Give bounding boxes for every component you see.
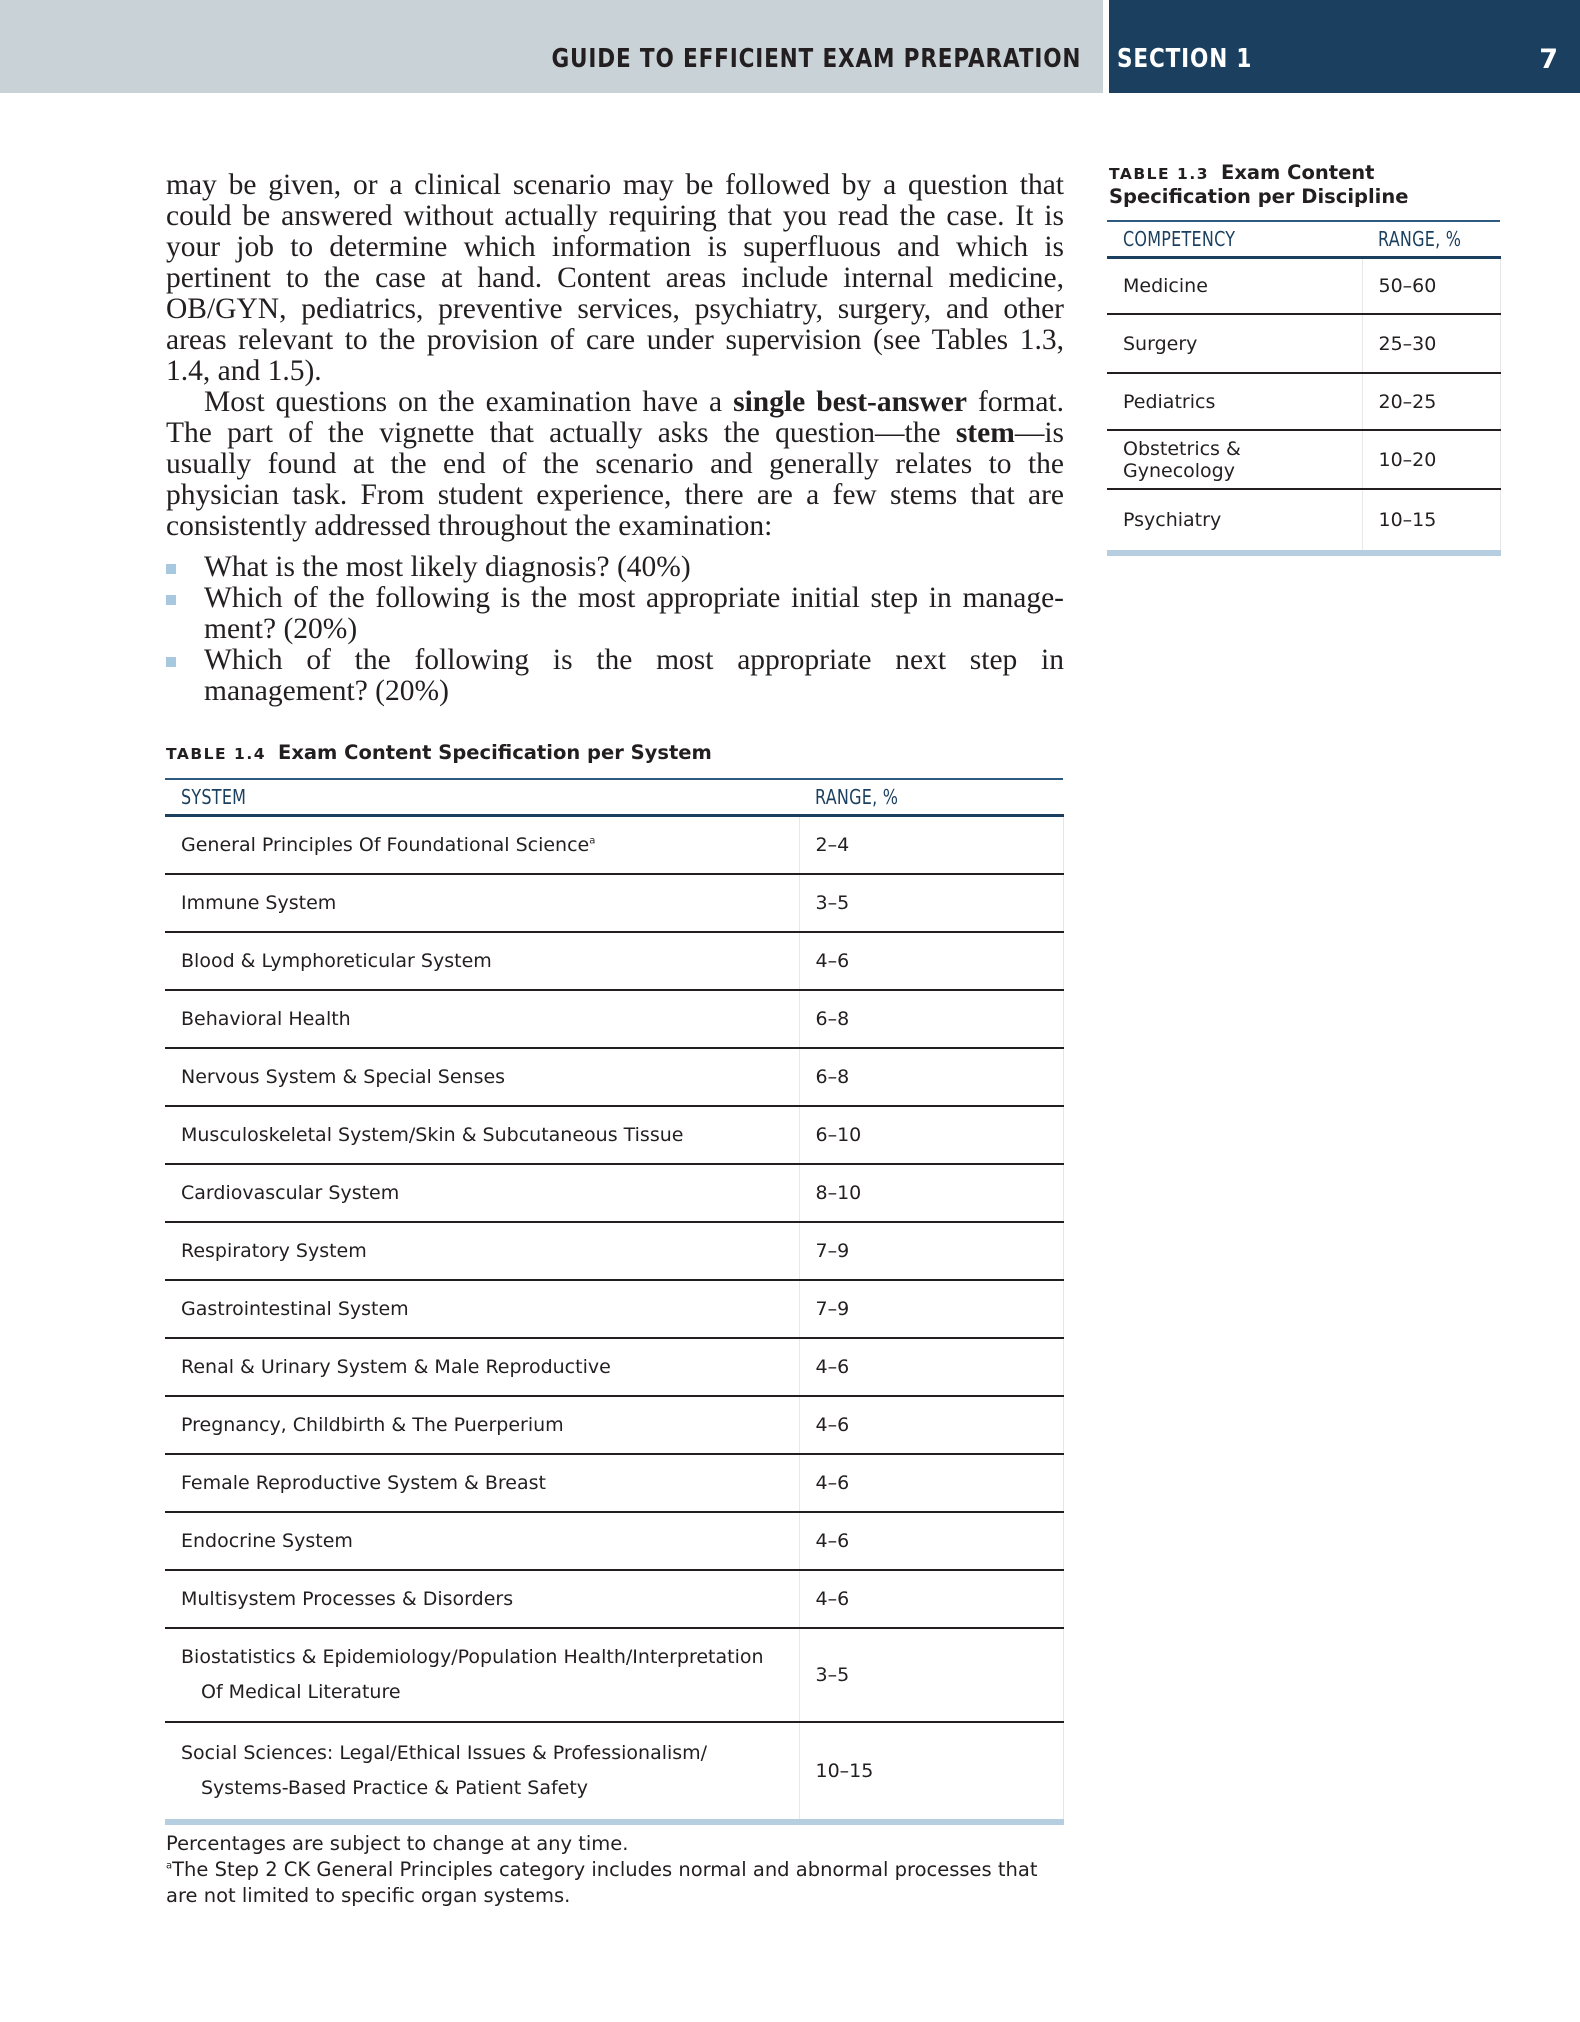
running-header-title: GUIDE TO EFFICIENT EXAM PREPARATION: [551, 44, 1081, 74]
table-row: Psychiatry 10–15: [1107, 489, 1500, 553]
running-header-band: [0, 0, 1103, 93]
table-row: Pediatrics 20–25: [1107, 373, 1500, 430]
body-text: [166, 170, 1064, 707]
table-row: Blood & Lymphoreticular System 4–6: [165, 932, 1063, 990]
table-1-3-title: Exam Content Specification per Discipline: [1109, 161, 1409, 208]
column-header-system: SYSTEM: [165, 779, 799, 815]
list-item: What is the most likely diagnosis? (40%): [166, 552, 1064, 583]
table-row: Multisystem Processes & Disorders 4–6: [165, 1570, 1063, 1628]
table-1-3: [1107, 220, 1501, 556]
table-row: Gastrointestinal System 7–9: [165, 1280, 1063, 1338]
table-row: Pregnancy, Childbirth & The Puerperium 4–6: [165, 1396, 1063, 1454]
table-1-4-caption: TABLE 1.4 Exam Content Specification per System: [166, 741, 712, 764]
term-single-best-answer: single best-answer: [733, 386, 967, 418]
column-header-competency: COMPETENCY: [1107, 221, 1362, 257]
table-row: Cardiovascular System 8–10: [165, 1164, 1063, 1222]
bullet-square-icon: [166, 595, 176, 605]
list-item: Which of the following is the most appropriate initial step in management? (20%): [166, 583, 1064, 645]
footnote-a: $^a$The Step 2 CK General Principles category includes normal and abnormal processes that are not limited to specific organ systems.: [166, 1858, 1038, 1907]
table-row: Respiratory System 7–9: [165, 1222, 1063, 1280]
column-header-range: RANGE, %: [799, 779, 1063, 815]
note-percentages: Percentages are subject to change at any time.: [166, 1832, 629, 1855]
table-header-row: [1107, 221, 1500, 257]
term-stem: stem: [955, 417, 1015, 449]
paragraph-2: Most questions on the examination have a single best-answer format. The part of the vignette that actually asks the question—the stem—is usually found at the end of the scenario and generally relates to the physician task. From student experience, there are a few stems that are consistently addressed throughout the examination:: [166, 386, 1064, 542]
table-header-row: [165, 779, 1063, 815]
table-row: Surgery 25–30: [1107, 314, 1500, 373]
table-row: Behavioral Health 6–8: [165, 990, 1063, 1048]
table-1-4-title: Exam Content Specification per System: [278, 741, 712, 764]
bullet-square-icon: [166, 657, 176, 667]
table-row: Renal & Urinary System & Male Reproductive 4–6: [165, 1338, 1063, 1396]
paragraph-1: may be given, or a clinical scenario may be followed by a question that could be answered without actually requiring that you read the case. It is your job to determine which information is superfluous and which is pertinent to the case at hand. Content areas include internal medicine, OB/GYN, pediatrics, preventive services, psychiatry, surgery, and other areas relevant to the provision of care under supervision (see Tables 1.3, 1.4, and 1.5).: [166, 169, 1064, 387]
table-row: Nervous System & Special Senses 6–8: [165, 1048, 1063, 1106]
table-row: Musculoskeletal System/Skin & Subcutaneous Tissue 6–10: [165, 1106, 1063, 1164]
page-number: 7: [1539, 44, 1558, 75]
list-item: Which of the following is the most appropriate next step in management? (20%): [166, 645, 1064, 707]
section-tab: [1109, 0, 1580, 93]
table-1-4: [165, 778, 1064, 1825]
table-row: Immune System 3–5: [165, 874, 1063, 932]
bullet-square-icon: [166, 564, 176, 574]
stem-list: [166, 552, 1064, 707]
section-label: SECTION 1: [1117, 44, 1253, 74]
column-header-range: RANGE, %: [1362, 221, 1500, 257]
table-row: Social Sciences: Legal/Ethical Issues & Professionalism/ Systems-Based Practice & Patient Safety 10–15: [165, 1722, 1063, 1822]
table-row: General Principles Of Foundational Science$^a$ 2–4: [165, 815, 1063, 874]
table-1-4-notes: [166, 1831, 1066, 1909]
table-row: Medicine 50–60: [1107, 257, 1500, 314]
table-row: Obstetrics & Gynecology 10–20: [1107, 430, 1500, 489]
table-1-3-caption: TABLE 1.3 Exam Content Specification per Discipline: [1109, 161, 1409, 208]
table-row: Biostatistics & Epidemiology/Population Health/Interpretation Of Medical Literature 3–5: [165, 1628, 1063, 1722]
table-row: Female Reproductive System & Breast 4–6: [165, 1454, 1063, 1512]
table-row: Endocrine System 4–6: [165, 1512, 1063, 1570]
